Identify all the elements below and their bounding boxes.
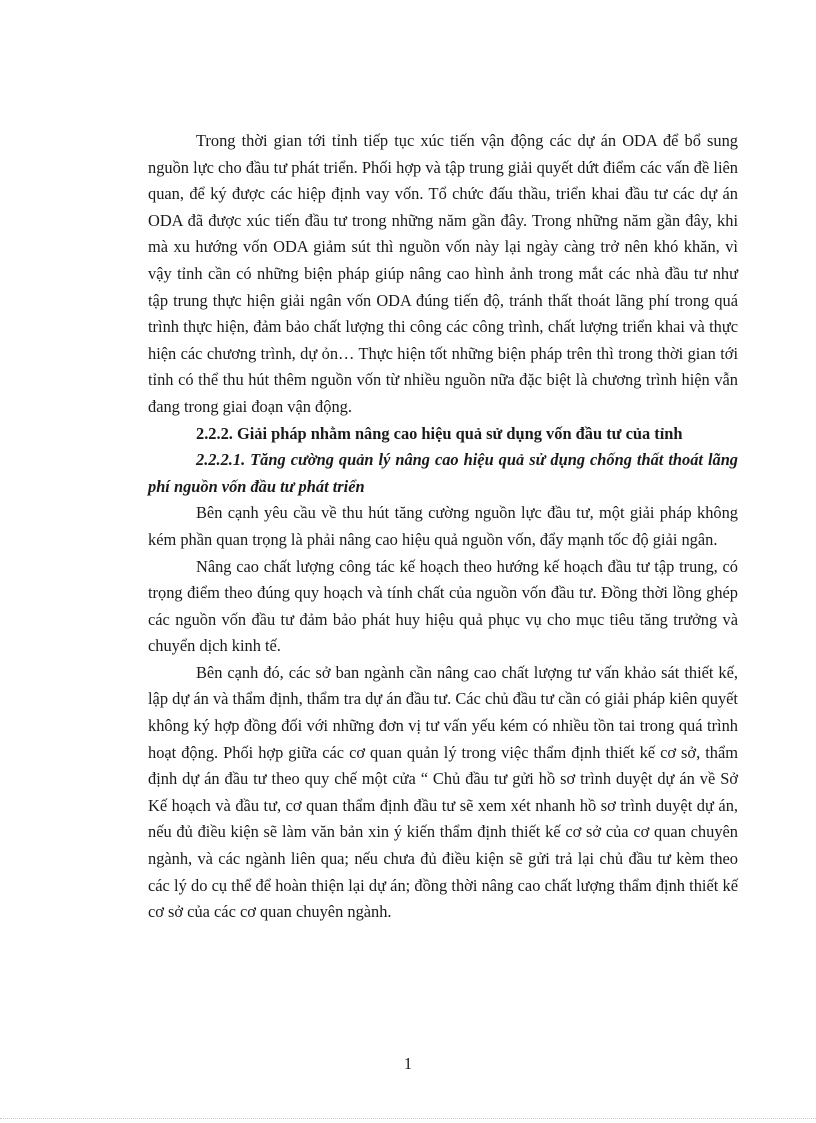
paragraph-planning-quality: Nâng cao chất lượng công tác kế hoạch theo hướng kế hoạch đầu tư tập trung, có trọng điểm theo đúng quy hoạch và tính chất của nguồn vốn đầu tư. Đồng thời lồng ghép các nguồn vốn đầu tư đảm bảo phát huy hiệu quả phục vụ cho mục tiêu tăng trưởng và chuyển dịch kinh tế. bbox=[148, 556, 738, 656]
page-bottom-divider bbox=[0, 1118, 816, 1119]
paragraph-capital-efficiency: Bên cạnh yêu cầu về thu hút tăng cường nguồn lực đầu tư, một giải pháp không kém phần quan trọng là phải nâng cao hiệu quả nguồn vốn, đẩy mạnh tốc độ giải ngân. bbox=[148, 503, 738, 549]
document-body bbox=[148, 128, 738, 926]
page-number: 1 bbox=[403, 1054, 413, 1073]
paragraph-consulting-appraisal: Bên cạnh đó, các sở ban ngành cần nâng cao chất lượng tư vấn khảo sát thiết kế, lập dự án và thẩm định, thẩm tra dự án đầu tư. Các chủ đầu tư cần có giải pháp kiên quyết không ký hợp đồng đối với những đơn vị tư vấn yếu kém có nhiều tồn tai trong quá trình hoạt động. Phối hợp giữa các cơ quan quản lý trong việc thẩm định thiết kế cơ sở, thẩm định dự án đầu tư theo quy chế một cửa “ Chủ đầu tư gửi hồ sơ trình duyệt dự án về Sở Kế hoạch và đầu tư, cơ quan thẩm định đầu tư sẽ xem xét nhanh hồ sơ trình duyệt dự án, nếu đủ điều kiện sẽ làm văn bản xin ý kiến thẩm định thiết kế cơ sở của cơ quan chuyên ngành, và các ngành liên qua; nếu chưa đủ điều kiện sẽ gửi trả lại chủ đầu tư kèm theo các lý do cụ thể để hoàn thiện lại dự án; đồng thời nâng cao chất lượng thẩm định thiết kế cơ sở của các cơ quan chuyên ngành. bbox=[148, 662, 738, 922]
subsection-heading: 2.2.2.1. Tăng cường quản lý nâng cao hiệu quả sử dụng chống thất thoát lãng phí nguồn vốn đầu tư phát triển bbox=[148, 450, 738, 496]
paragraph-oda-promotion: Trong thời gian tới tỉnh tiếp tục xúc tiến vận động các dự án ODA để bổ sung nguồn lực cho đầu tư phát triển. Phối hợp và tập trung giải quyết dứt điểm các vấn đề liên quan, để ký được các hiệp định vay vốn. Tổ chức đấu thầu, triển khai đầu tư các dự án ODA đã được xúc tiến đầu tư trong những năm gần đây. Trong những năm gần đây, khi mà xu hướng vốn ODA giảm sút thì nguồn vốn này lại ngày càng trở nên khó khăn, vì vậy tỉnh cần có những biện pháp giúp nâng cao hình ảnh trong mắt các nhà đầu tư như tập trung thực hiện giải ngân vốn ODA đúng tiến độ, tránh thất thoát lãng phí trong quá trình thực hiện, đảm bảo chất lượng thi công các công trình, chất lượng triển khai và thực hiện các chương trình, dự ỏn… Thực hiện tốt những biện pháp trên thì trong thời gian tới tỉnh có thể thu hút thêm nguồn vốn từ nhiều nguồn nữa đặc biệt là chương trình hiện vẫn đang trong giai đoạn vận động. bbox=[148, 131, 738, 416]
section-heading: 2.2.2. Giải pháp nhằm nâng cao hiệu quả sử dụng vốn đầu tư của tỉnh bbox=[196, 423, 683, 443]
